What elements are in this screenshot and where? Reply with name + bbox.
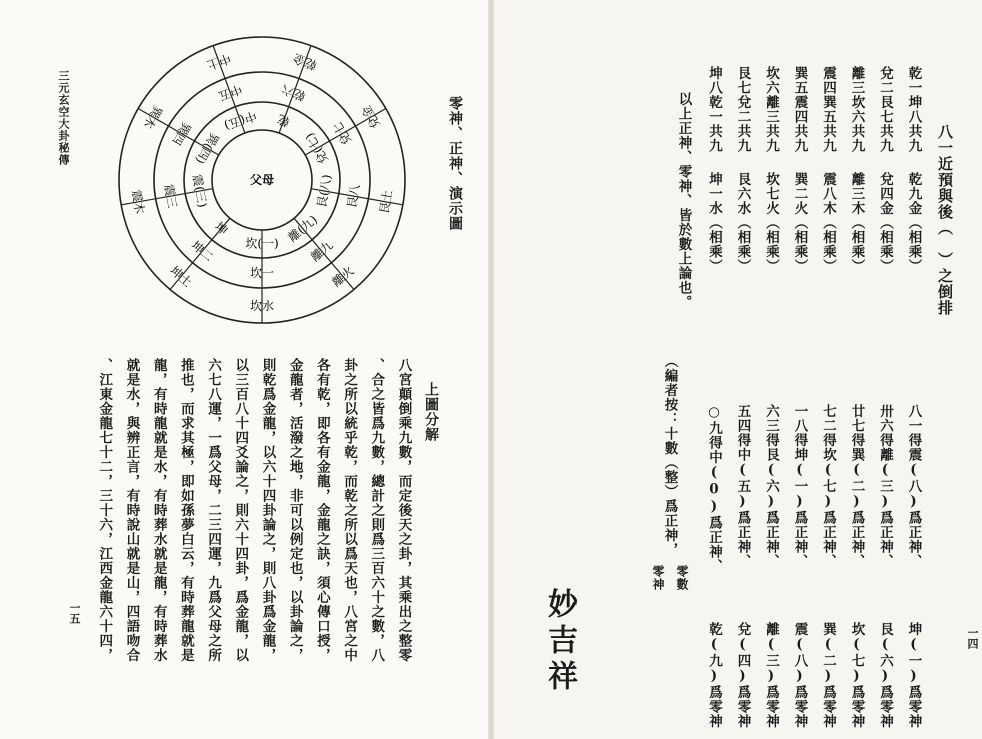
pair-sum-line: 離三坎六共九	[848, 66, 865, 153]
product-line: 坎七火（相乘）	[763, 172, 779, 274]
inner-ring-label: 坎(一)	[245, 236, 279, 251]
commentary-line: 六七八運，一爲父母，二三四運，九爲父母之所	[205, 358, 222, 663]
zheng-shen-line: 八一得震(八)爲正神、	[905, 404, 922, 569]
middle-ring-label: 震三	[161, 183, 180, 210]
stamp-text: 妙吉祥	[542, 588, 577, 696]
outer-ring-label: 中土	[205, 50, 233, 73]
outer-ring-label: 坎水	[249, 299, 275, 313]
product-line: 離三木（相乘）	[848, 172, 865, 274]
inner-ring-label: 巽(四)	[192, 130, 222, 167]
ling-shen-line: 乾(九)爲零神	[706, 622, 722, 729]
inner-ring-label: 坤	[212, 219, 231, 238]
middle-ring-label: 兌七	[330, 119, 355, 148]
product-line: 兌四金（相乘）	[877, 172, 893, 274]
ling-shen-line: 巽(二)爲零神	[820, 622, 836, 729]
pair-sum-line: 震四巽五共九	[820, 66, 836, 153]
product-line: 艮六水（相乘）	[734, 172, 751, 274]
running-head: 三元玄空大卦秘傳	[57, 70, 70, 166]
diagram-center-label: 父母	[249, 173, 275, 187]
zero-spirit-diagram	[112, 30, 412, 330]
commentary-line: 就是水，與辨正言，有時說山就是山，四語吻合	[123, 358, 140, 663]
middle-ring-label: 坤二	[188, 238, 216, 265]
outer-ring-label: 乾金	[291, 50, 319, 73]
product-line: 震八木（相乘）	[820, 172, 836, 274]
product-line: 巽二火（相乘）	[791, 172, 808, 274]
zheng-shen-line: 五四得中(五)爲正神、	[734, 404, 751, 569]
pair-sum-line: 兌二艮七共九	[877, 66, 893, 153]
zheng-shen-line: 一八得坤(一)爲正神、	[791, 404, 808, 569]
ling-shen-line: 艮(六)爲零神	[877, 622, 893, 729]
commentary-line: 各有乾，即各有金龍，金龍之訣，須心傳口授，	[313, 358, 330, 663]
commentary-line: 、江東金龍七十二，三十六，江西金龍六十四，	[96, 358, 113, 663]
middle-ring-label: 坎一	[249, 266, 275, 280]
pair-sum-line: 艮七兌二共九	[734, 66, 751, 153]
product-line: 坤一水（相乘）	[706, 172, 722, 274]
page-number-right: 一四	[966, 627, 979, 649]
commentary-line: 龍，有時龍就是水，有時葬水就是龍，有時葬水	[150, 358, 167, 663]
inner-ring-label: 離(九)	[285, 212, 320, 245]
middle-ring-label: 乾六	[280, 81, 308, 104]
page-number-left: 一五	[68, 602, 81, 624]
middle-ring-label: 離九	[308, 238, 336, 265]
middle-ring-label: 艮八	[344, 183, 363, 210]
editor-note-tail-b: 零神	[651, 565, 665, 591]
commentary-line: 以三百八十四爻論之，則六十四卦，爲金龍，以	[232, 358, 249, 663]
zheng-shen-line: 廿七得巽(二)爲正神、	[848, 404, 865, 569]
ling-shen-line: 坤(一)爲零神	[905, 622, 922, 729]
ling-shen-line: 兌(四)爲零神	[734, 622, 751, 729]
editor-note-tail-a: 零數	[675, 565, 689, 591]
ling-shen-line: 震(八)爲零神	[791, 622, 808, 729]
pair-sum-line: 乾一坤八共九	[905, 66, 922, 153]
commentary-line: 則乾爲金龍，以六十四卦論之，則八卦爲金龍，	[259, 358, 276, 663]
section-heading: 上圖分解	[423, 382, 439, 442]
inner-ring-label: 中(五)	[222, 108, 259, 133]
outer-ring-label: 巽木	[140, 103, 165, 131]
ling-shen-line: 離(三)爲零神	[763, 622, 779, 729]
pair-sum-line: 巽五震四共九	[791, 66, 808, 153]
commentary-line: 推也，而求其極，即如孫夢白云，有時葬龍就是	[177, 358, 194, 663]
commentary-line: 八宮顛倒乘九數，而定後天之卦，其乘出之整零	[395, 358, 412, 663]
outer-ring-label: 艮土	[377, 188, 396, 215]
middle-ring-label: 巽四	[169, 119, 194, 148]
zheng-shen-line: 七二得坎(七)爲正神、	[820, 404, 836, 569]
outer-ring-label: 震木	[128, 188, 147, 215]
right-page	[492, 0, 982, 739]
section-title: 八一近預與後（ ）之倒排	[936, 124, 954, 316]
outer-ring-label: 坤土	[167, 263, 195, 290]
middle-ring-label: 中五	[216, 81, 244, 104]
summary-line: 以上正神、零神、皆於數上論也。	[675, 92, 692, 310]
ling-shen-line: 坎(七)爲零神	[848, 622, 865, 729]
zheng-shen-line: 六三得艮(六)爲正神、	[763, 404, 779, 569]
product-line: 乾九金（相乘）	[905, 172, 922, 274]
commentary-line: 卦之所以統乎乾，而乾之所以爲天也，八宮之中	[341, 358, 358, 663]
pair-sum-line: 坎六離三共九	[763, 66, 779, 153]
zheng-shen-line: 卅六得離(三)爲正神、	[877, 404, 893, 569]
left-page	[0, 0, 490, 739]
diagram-caption: 零神、正神、演示圖	[447, 96, 463, 231]
outer-ring-label: 兌金	[359, 103, 384, 131]
inner-ring-label: 乾	[275, 111, 292, 130]
outer-ring-label: 離火	[329, 263, 357, 290]
commentary-line: 、合之皆爲九數，總計之則爲三百六十之數，八	[368, 358, 385, 663]
zheng-shen-line: ○九得中(0)爲正神、	[706, 404, 722, 574]
inner-ring-label: 艮(八)	[314, 173, 335, 209]
editor-note: （編者按：十數（整）爲正神，	[661, 354, 678, 557]
pair-sum-line: 坤八乾一共九	[706, 66, 722, 153]
inner-ring-label: 兌(七)	[302, 130, 332, 167]
commentary-line: 金龍者，活潑之地，非可以例定也，以卦論之，	[286, 358, 303, 663]
inner-ring-label: 震(三)	[189, 173, 210, 209]
